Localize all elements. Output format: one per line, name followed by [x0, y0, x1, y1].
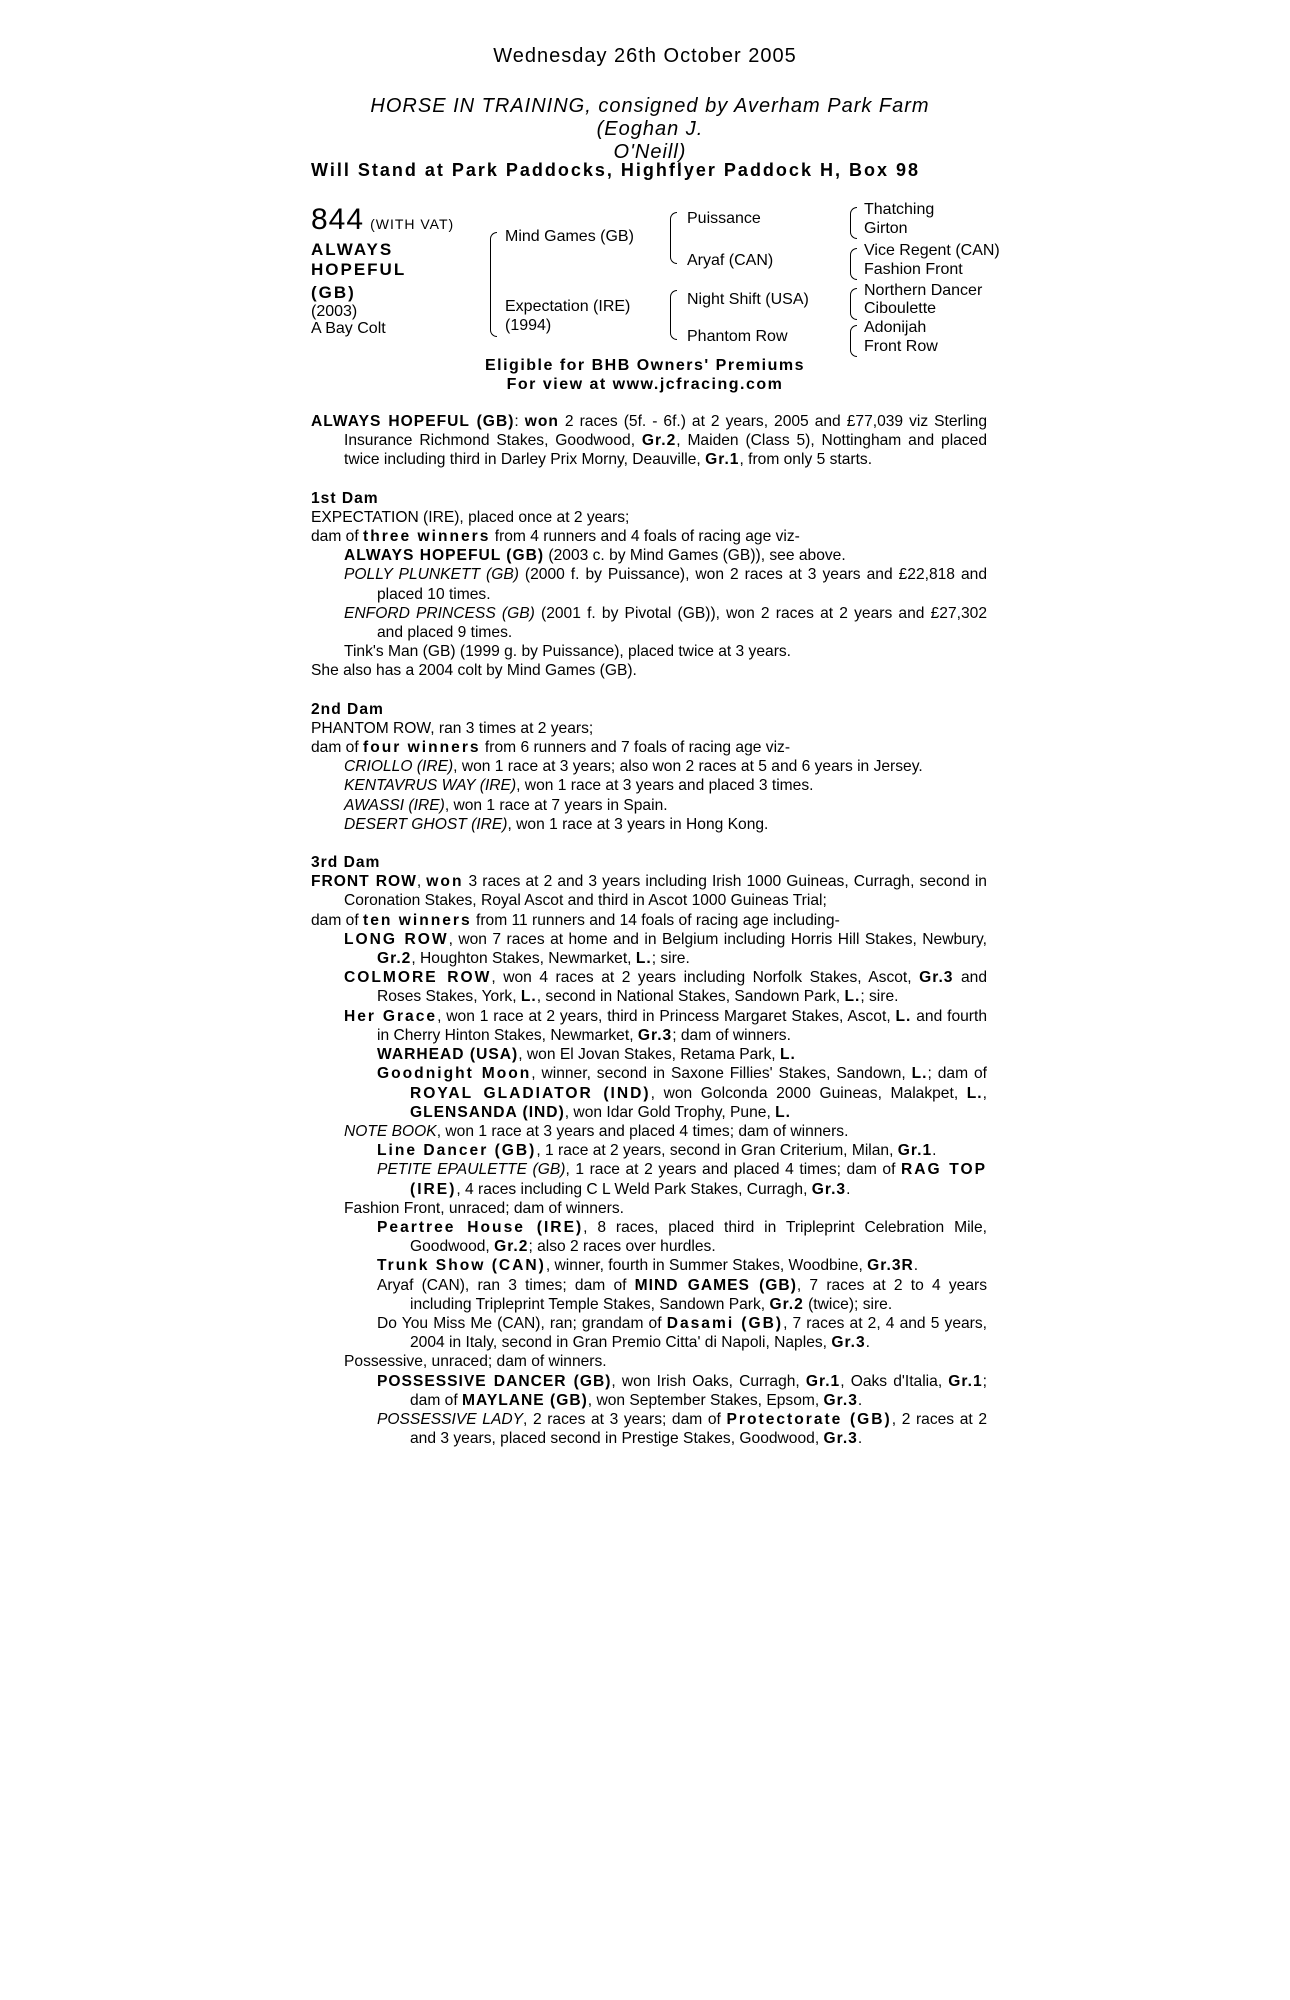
- progeny-name: MAYLANE (GB): [462, 1391, 588, 1409]
- grade: Gr.3: [823, 1430, 858, 1448]
- progeny-name: ALWAYS HOPEFUL (GB): [344, 547, 545, 565]
- text: .: [865, 1334, 871, 1352]
- progeny-name: Line Dancer (GB): [377, 1142, 537, 1160]
- text: from 11 runners and 14 foals of racing age including-: [471, 911, 840, 929]
- text: (2001 f. by Pivotal (GB)), won 2 races at 2 years and £27,302 and placed 9 times.: [377, 604, 987, 642]
- consignment-line-1: HORSE IN TRAINING, consigned by Averham Park Farm (Eoghan J.: [370, 95, 930, 140]
- text: , won 1 race at 3 years in Hong Kong.: [507, 815, 769, 833]
- grade: L.: [520, 988, 537, 1006]
- text: dam of: [311, 911, 364, 929]
- grade: L.: [635, 950, 652, 968]
- grade: Gr.3R: [867, 1257, 914, 1275]
- progeny-name: RAG TOP (IRE): [410, 1161, 987, 1198]
- progeny-possessive-dancer: [311, 1372, 987, 1410]
- text: , 1 race at 2 years, second in Gran Criterium, Milan,: [536, 1142, 898, 1160]
- text: , 4 races including C L Weld Park Stakes, Curragh,: [456, 1180, 812, 1198]
- record-won: won: [524, 413, 559, 430]
- progeny-peartree-house: [311, 1218, 987, 1256]
- record-text-3: , from only 5 starts.: [739, 451, 873, 469]
- grade: Gr.3: [919, 969, 954, 987]
- progeny-name: CRIOLLO (IRE): [344, 758, 454, 776]
- second-dam-progeny-2: [311, 776, 987, 795]
- progeny-petite-epaulette: [311, 1160, 987, 1198]
- text: , won 7 races at home and in Belgium including Horris Hill Stakes, Newbury,: [448, 930, 987, 948]
- first-dam-produce: [311, 527, 987, 546]
- pedigree-dam-year: (1994): [505, 317, 552, 334]
- progeny-name: GLENSANDA (IND): [410, 1103, 565, 1121]
- pedigree-dam-sire: Night Shift (USA): [687, 291, 809, 308]
- grade: Gr.3: [831, 1334, 866, 1352]
- progeny-trunk-show: [311, 1256, 987, 1275]
- progeny-name: ENFORD PRINCESS (GB): [344, 604, 535, 622]
- second-dam-winners: four winners: [363, 739, 481, 757]
- second-dam-progeny-3: [311, 796, 987, 815]
- lot-number: 844: [311, 203, 365, 236]
- text: dam of: [311, 528, 364, 546]
- progeny-name: POLLY PLUNKETT (GB): [344, 566, 519, 584]
- pedigree-g3-7: Adonijah: [864, 319, 927, 336]
- progeny-fashion-front: Fashion Front, unraced; dam of winners.: [344, 1199, 624, 1217]
- pedigree-g3-1: Thatching: [864, 201, 935, 218]
- record-gr2: Gr.2: [641, 432, 677, 450]
- text: .: [857, 1430, 863, 1448]
- g3-brace-3: [850, 288, 857, 320]
- text: .: [913, 1257, 919, 1275]
- grade: Gr.3: [823, 1391, 858, 1409]
- dam-sire-brace: [670, 290, 677, 340]
- text: ; dam of: [410, 1372, 987, 1409]
- grade: Gr.1: [805, 1372, 841, 1390]
- record-horse-name: ALWAYS HOPEFUL (GB): [311, 413, 515, 430]
- pedigree-sire-sire: Puissance: [687, 210, 761, 227]
- text: Aryaf (CAN), ran 3 times; dam of: [377, 1276, 635, 1294]
- second-dam-progeny-4: [311, 815, 987, 834]
- race-record: ALWAYS HOPEFUL (GB): won 2 races (5f. - 6f.) at 2 years, 2005 and £77,039 viz Sterling Insurance Richmond Stakes, Goodwood, Gr.2, Maiden (Class 5), Nottingham and placed twice including third in Darley Prix Morny, Deauville, Gr.1, from only 5 starts.: [311, 413, 988, 469]
- horse-description: A Bay Colt: [311, 320, 386, 337]
- progeny-colmore-row: [311, 968, 987, 1006]
- won: won: [426, 873, 464, 891]
- bhb-eligibility: Eligible for BHB Owners' Premiums: [484, 357, 806, 374]
- text: ; dam of: [927, 1065, 987, 1083]
- g3-brace-1: [850, 207, 857, 239]
- dam-name: FRONT ROW: [311, 873, 417, 891]
- progeny-line-dancer: [311, 1141, 987, 1160]
- pedigree-dam-dam: Phantom Row: [687, 328, 788, 345]
- text: 3 races at 2 and 3 years including Irish 1000 Guineas, Curragh, second in Coronation Stakes, Royal Ascot and third in Ascot 1000 Guineas Trial;: [344, 873, 987, 910]
- progeny-possessive-lady: [311, 1410, 987, 1448]
- progeny-do-you-miss-me: [311, 1314, 987, 1352]
- text: Do You Miss Me (CAN), ran; grandam of: [377, 1314, 667, 1332]
- first-dam-intro: EXPECTATION (IRE), placed once at 2 years;: [311, 508, 630, 526]
- horse-year: (2003): [311, 303, 358, 320]
- second-dam-progeny-1: [311, 757, 987, 776]
- text: (twice); sire.: [803, 1295, 893, 1313]
- text: , 1 race at 2 years and placed 4 times; dam of: [565, 1161, 901, 1179]
- catalogue-body: [311, 412, 987, 1448]
- text: and fourth in Cherry Hinton Stakes, Newmarket,: [377, 1007, 987, 1044]
- grade: L.: [844, 988, 861, 1006]
- progeny-name: WARHEAD (USA): [377, 1046, 519, 1064]
- third-dam-produce: [311, 911, 987, 930]
- third-dam-intro: FRONT ROW, won 3 races at 2 and 3 years including Irish 1000 Guineas, Curragh, second in Coronation Stakes, Royal Ascot and third in Ascot 1000 Guineas Trial;: [311, 873, 987, 910]
- text: , second in National Stakes, Sandown Park,: [536, 988, 845, 1006]
- text: .: [932, 1142, 937, 1160]
- progeny-name: Goodnight Moon: [377, 1065, 532, 1083]
- text: (2003 c. by Mind Games (GB)), see above.: [544, 547, 846, 565]
- progeny-name: MIND GAMES (GB): [634, 1276, 797, 1294]
- first-dam-also: She also has a 2004 colt by Mind Games (GB).: [311, 662, 637, 680]
- dam-brace: [490, 284, 497, 337]
- text: , won 1 race at 3 years and placed 4 times; dam of winners.: [436, 1122, 849, 1140]
- sale-date: Wednesday 26th October 2005: [493, 45, 797, 67]
- progeny-goodnight-moon: [311, 1064, 987, 1122]
- stand-location: Will Stand at Park Paddocks, Highflyer Paddock H, Box 98: [311, 160, 920, 180]
- eligibility-notes: [470, 356, 820, 394]
- progeny-name: Her Grace: [344, 1007, 438, 1025]
- horse-name-line-2: (GB): [311, 283, 356, 302]
- text: .: [846, 1180, 851, 1198]
- first-dam-progeny-1: [311, 546, 987, 565]
- text: ; sire.: [651, 950, 690, 968]
- text: , 8 races, placed third in Tripleprint Celebration Mile, Goodwood,: [410, 1218, 988, 1256]
- text: , won 4 races at 2 years including Norfolk Stakes, Ascot,: [491, 969, 920, 987]
- text: , won 1 race at 7 years in Spain.: [444, 796, 668, 814]
- text: ,: [982, 1084, 987, 1102]
- progeny-name: POSSESSIVE DANCER (GB): [377, 1372, 612, 1390]
- text: , won 1 race at 2 years, third in Princess Margaret Stakes, Ascot,: [437, 1007, 896, 1025]
- first-dam-progeny-3: [311, 604, 987, 642]
- progeny-possessive: Possessive, unraced; dam of winners.: [344, 1353, 607, 1371]
- progeny-name: LONG ROW: [344, 930, 449, 948]
- record-text-2: , Maiden (Class 5), Nottingham and placed twice including third in Darley Prix Morny, Deauville,: [344, 432, 987, 469]
- text: , 7 races at 2 to 4 years including Tripleprint Temple Stakes, Sandown Park,: [410, 1276, 987, 1313]
- progeny-name: POSSESSIVE LADY: [377, 1410, 524, 1428]
- grade: L.: [895, 1007, 912, 1025]
- progeny-name: KENTAVRUS WAY (IRE): [344, 777, 517, 795]
- text: , won Idar Gold Trophy, Pune,: [564, 1103, 776, 1121]
- vat-note: (WITH VAT): [370, 216, 455, 232]
- text: dam of: [311, 739, 364, 757]
- text: , Houghton Stakes, Newmarket,: [411, 950, 636, 968]
- sire-sire-brace: [670, 212, 677, 264]
- pedigree-g3-8: Front Row: [864, 338, 938, 355]
- text: from 6 runners and 7 foals of racing age viz-: [480, 739, 791, 757]
- progeny-name: ROYAL GLADIATOR (IND): [410, 1084, 651, 1102]
- text: , 2 races at 2 and 3 years, placed second in Prestige Stakes, Goodwood,: [410, 1410, 987, 1448]
- grade: L.: [775, 1103, 791, 1121]
- progeny-note-book: [311, 1122, 987, 1141]
- grade: Gr.2: [377, 950, 412, 968]
- text: , winner, second in Saxone Fillies' Stakes, Sandown,: [531, 1065, 912, 1083]
- record-gr1: Gr.1: [705, 451, 740, 469]
- progeny-aryaf: [311, 1276, 987, 1314]
- text: , won El Jovan Stakes, Retama Park,: [518, 1046, 780, 1064]
- progeny-her-grace: [311, 1007, 987, 1045]
- first-dam-heading: 1st Dam: [311, 489, 379, 507]
- first-dam-winners: three winners: [363, 528, 491, 546]
- record-text-1: 2 races (5f. - 6f.) at 2 years, 2005 and £77,039 viz Sterling Insurance Richmond Stakes, Goodwood,: [344, 413, 988, 450]
- grade: L.: [966, 1084, 983, 1102]
- text: , won September Stakes, Epsom,: [587, 1391, 824, 1409]
- grade: Gr.1: [948, 1372, 983, 1390]
- grade: Gr.3: [637, 1026, 673, 1044]
- pedigree-g3-4: Fashion Front: [864, 261, 963, 278]
- progeny-name: COLMORE ROW: [344, 969, 492, 987]
- progeny-name: DESERT GHOST (IRE): [344, 815, 508, 833]
- sire-brace: [490, 232, 497, 285]
- text: , 2 races at 3 years; dam of: [523, 1410, 727, 1428]
- lot-block: [311, 203, 491, 337]
- progeny-name: Protectorate (GB): [726, 1410, 892, 1428]
- progeny-name: PETITE EPAULETTE (GB): [377, 1161, 566, 1179]
- g3-brace-2: [850, 248, 857, 280]
- text: , won 1 race at 3 years and placed 3 times.: [516, 777, 814, 795]
- progeny-name: Peartree House (IRE): [377, 1218, 584, 1236]
- text: , Oaks d'Italia,: [840, 1372, 949, 1390]
- third-dam-winners: ten winners: [363, 911, 472, 929]
- g3-brace-4: [850, 325, 857, 357]
- text: and Roses Stakes, York,: [377, 969, 987, 1006]
- consignment-line: [330, 95, 970, 164]
- first-dam-progeny-4: Tink's Man (GB) (1999 g. by Puissance), placed twice at 3 years.: [344, 643, 792, 661]
- progeny-name: Dasami (GB): [666, 1314, 784, 1332]
- text: ; dam of winners.: [672, 1026, 791, 1044]
- text: ; sire.: [860, 988, 899, 1006]
- text: ; also 2 races over hurdles.: [528, 1238, 716, 1256]
- grade: Gr.2: [494, 1238, 529, 1256]
- grade: Gr.1: [897, 1142, 933, 1160]
- progeny-name: Trunk Show (CAN): [377, 1257, 546, 1275]
- viewing-note: For view at www.jcfracing.com: [506, 376, 784, 393]
- consignment-line-2: O'Neill): [613, 141, 687, 163]
- pedigree-g3-6: Ciboulette: [864, 300, 937, 317]
- text: from 4 runners and 4 foals of racing age viz-: [490, 528, 800, 546]
- grade: Gr.2: [769, 1295, 804, 1313]
- text: , won 1 race at 3 years; also won 2 races at 5 and 6 years in Jersey.: [453, 758, 923, 776]
- text: , winner, fourth in Summer Stakes, Woodbine,: [545, 1257, 868, 1275]
- text: , won Golconda 2000 Guineas, Malakpet,: [650, 1084, 967, 1102]
- grade: L.: [911, 1065, 928, 1083]
- second-dam-intro: PHANTOM ROW, ran 3 times at 2 years;: [311, 719, 594, 737]
- second-dam-produce: [311, 738, 987, 757]
- text: , 7 races at 2, 4 and 5 years, 2004 in Italy, second in Gran Premio Citta' di Napoli, Naples,: [410, 1314, 987, 1352]
- progeny-long-row: [311, 930, 987, 968]
- pedigree-sire: Mind Games (GB): [505, 228, 634, 245]
- first-dam-progeny-2: [311, 565, 987, 603]
- progeny-name: AWASSI (IRE): [344, 796, 445, 814]
- pedigree-g3-2: Girton: [864, 220, 908, 237]
- grade: Gr.3: [811, 1180, 847, 1198]
- progeny-name: NOTE BOOK: [344, 1122, 437, 1140]
- pedigree-g3-3: Vice Regent (CAN): [864, 242, 1000, 259]
- text: , won Irish Oaks, Curragh,: [611, 1372, 806, 1390]
- progeny-warhead: [311, 1045, 987, 1064]
- pedigree-g3-5: Northern Dancer: [864, 282, 983, 299]
- pedigree-dam: Expectation (IRE): [505, 298, 631, 315]
- text: (2000 f. by Puissance), won 2 races at 3 years and £22,818 and placed 10 times.: [377, 566, 987, 603]
- third-dam-heading: 3rd Dam: [311, 854, 381, 872]
- horse-name-line-1: ALWAYS HOPEFUL: [311, 240, 407, 279]
- pedigree-sire-dam: Aryaf (CAN): [687, 252, 774, 269]
- second-dam-heading: 2nd Dam: [311, 700, 384, 718]
- text: .: [857, 1391, 863, 1409]
- grade: L.: [779, 1046, 796, 1064]
